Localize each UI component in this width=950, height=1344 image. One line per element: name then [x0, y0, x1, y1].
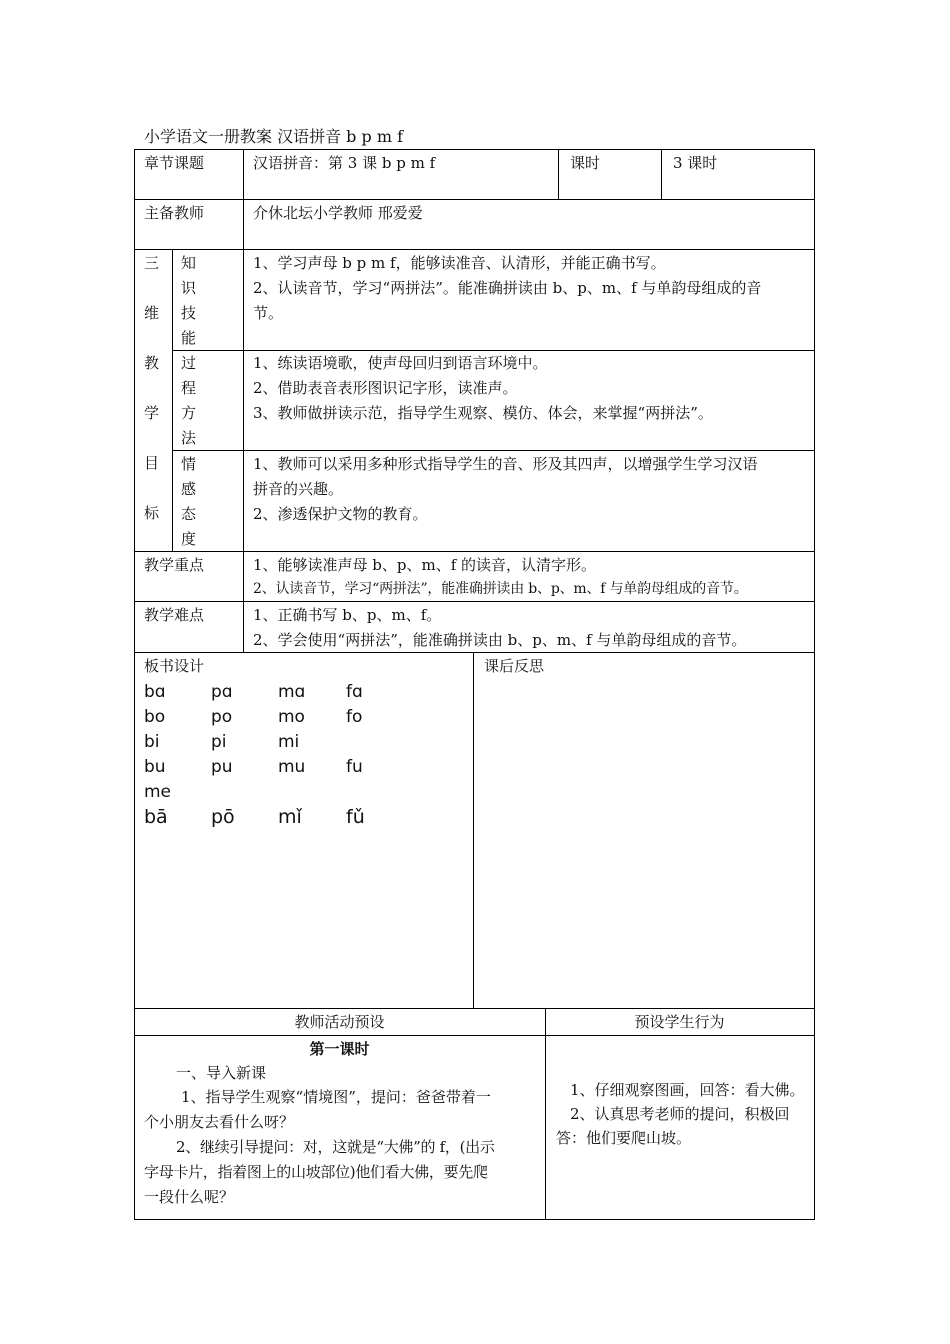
- document-title: 小学语文一册教案 汉语拼音 b p m f: [144, 127, 404, 146]
- teacher-activity-header: 教师活动预设: [294, 1013, 385, 1031]
- difficulties-label: 教学难点: [144, 606, 205, 624]
- reflection-label: 课后反思: [484, 657, 545, 675]
- student-behavior-header: 预设学生行为: [634, 1013, 725, 1031]
- hours-label: 课时: [570, 154, 601, 172]
- teacher-label: 主备教师: [144, 204, 205, 222]
- chapter-value: 汉语拼音：第 3 课 b p m f: [253, 154, 436, 172]
- board-label: 板书设计: [144, 657, 205, 675]
- teacher-value: 介休北坛小学教师 邢爱爱: [253, 204, 423, 222]
- hours-value: 3 课时: [673, 154, 718, 172]
- key-points-label: 教学重点: [144, 556, 205, 574]
- lesson-title: 第一课时: [309, 1040, 370, 1058]
- section-heading: 一、导入新课: [176, 1064, 267, 1082]
- chapter-label: 章节课题: [144, 154, 205, 172]
